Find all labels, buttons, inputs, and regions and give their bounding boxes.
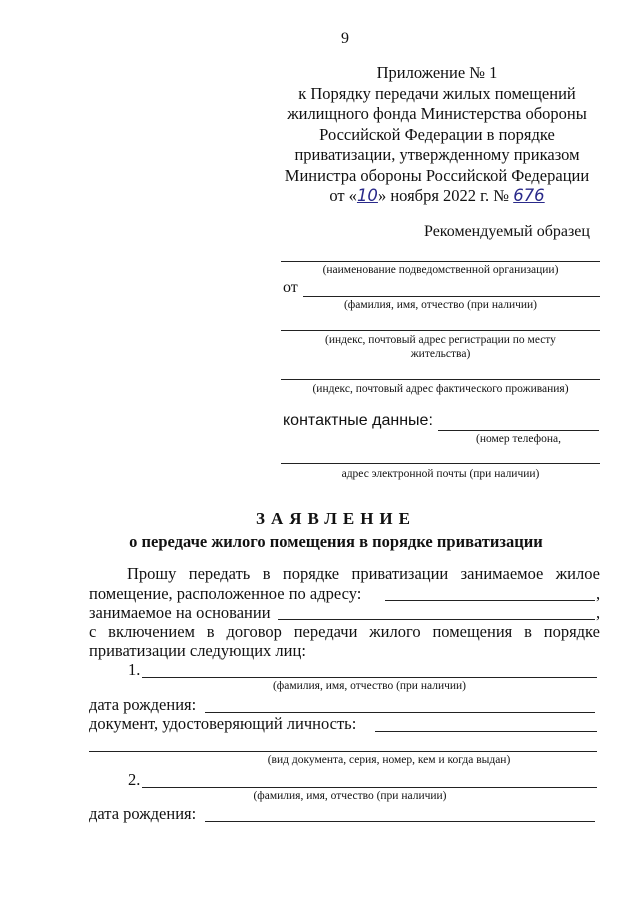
basis-line bbox=[278, 619, 595, 620]
actual-address-line bbox=[281, 379, 600, 380]
person-2-birth-line bbox=[205, 821, 595, 822]
person-1-doc-details-line bbox=[89, 751, 597, 752]
date-prefix: от « bbox=[329, 186, 357, 205]
reg-caption bbox=[281, 333, 600, 361]
appendix-date-line bbox=[270, 186, 604, 207]
address-line bbox=[385, 600, 595, 601]
person-2-number: 2. bbox=[128, 770, 141, 789]
contacts-label: контактные данные: bbox=[283, 412, 433, 429]
org-name-line bbox=[281, 261, 600, 262]
email-caption: адрес электронной почты (при наличии) bbox=[341, 468, 540, 480]
contacts-line bbox=[438, 430, 599, 431]
person-1-doc-caption: (вид документа, серия, номер, кем и когда выдан) bbox=[267, 754, 511, 766]
appendix-line: Министра обороны Российской Федерации bbox=[284, 165, 590, 185]
appendix-line: Российской Федерации в порядке bbox=[319, 124, 555, 144]
basis-comma: , bbox=[596, 603, 601, 622]
actual-caption: (индекс, почтовый адрес фактического проживания) bbox=[312, 383, 569, 395]
person-2-fio-caption: (фамилия, имя, отчество (при наличии) bbox=[253, 790, 447, 802]
order-number: 676 bbox=[513, 186, 545, 205]
statement-subtitle: о передаче жилого помещения в порядке приватизации bbox=[129, 532, 543, 551]
reg-caption-line: (индекс, почтовый адрес регистрации по месту bbox=[325, 334, 556, 346]
person-2-birth-label: дата рождения: bbox=[89, 804, 197, 823]
date-day: 10 bbox=[356, 186, 378, 205]
body-line-3: занимаемое на основании bbox=[89, 603, 271, 622]
appendix-line: Приложение № 1 bbox=[376, 63, 498, 82]
appendix-line: жилищного фонда Министерства обороны bbox=[287, 104, 587, 123]
email-line bbox=[281, 463, 600, 464]
body-line-4: с включением в договор передачи жилого помещения в порядке bbox=[89, 622, 600, 641]
body-line-2: помещение, расположенное по адресу: bbox=[89, 584, 362, 603]
person-1-fio-line bbox=[142, 677, 597, 678]
person-1-doc-label: документ, удостоверяющий личность: bbox=[89, 714, 357, 733]
body-line-5: приватизации следующих лиц: bbox=[89, 641, 306, 660]
person-1-number: 1. bbox=[128, 660, 141, 679]
reg-caption-line: жительства) bbox=[410, 348, 471, 360]
appendix-block bbox=[270, 63, 604, 207]
date-suffix: » ноября 2022 г. № bbox=[377, 186, 510, 205]
person-2-fio-line bbox=[142, 787, 597, 788]
person-1-birth-line bbox=[205, 712, 595, 713]
person-1-birth-label: дата рождения: bbox=[89, 695, 197, 714]
page-number: 9 bbox=[341, 30, 349, 47]
from-line bbox=[303, 296, 600, 297]
body-line-1: Прошу передать в порядке приватизации занимаемое жилое bbox=[127, 564, 600, 583]
person-1-doc-line bbox=[375, 731, 597, 732]
appendix-line: приватизации, утвержденному приказом bbox=[294, 145, 580, 164]
appendix-line: к Порядку передачи жилых помещений bbox=[298, 83, 576, 103]
address-comma: , bbox=[596, 584, 601, 603]
reg-address-line bbox=[281, 330, 600, 331]
org-caption: (наименование подведомственной организации) bbox=[322, 264, 559, 276]
person-1-fio-caption: (фамилия, имя, отчество (при наличии) bbox=[272, 680, 467, 692]
statement-title: ЗАЯВЛЕНИЕ bbox=[255, 509, 416, 528]
from-label: от bbox=[283, 279, 298, 296]
sample-label: Рекомендуемый образец bbox=[424, 223, 590, 240]
phone-caption: (номер телефона, bbox=[476, 433, 561, 445]
fio-caption: (фамилия, имя, отчество (при наличии) bbox=[343, 299, 538, 311]
